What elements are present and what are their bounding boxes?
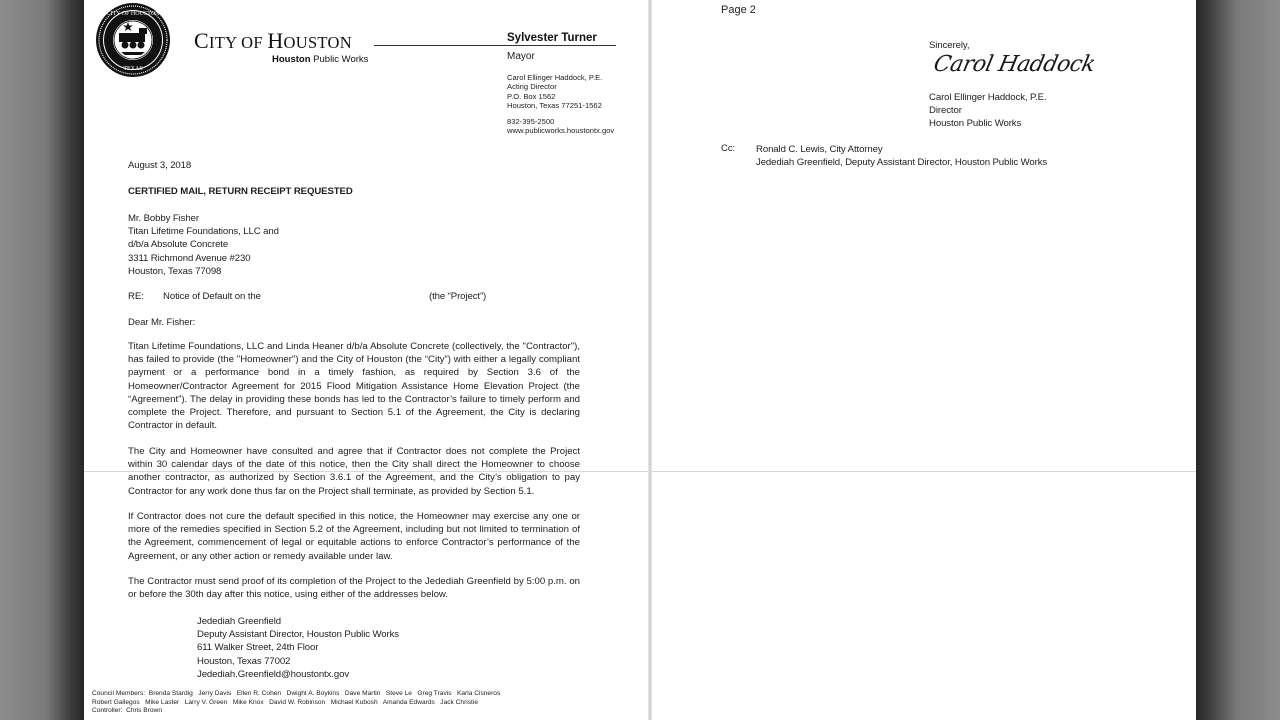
letter-page-1 xyxy=(84,0,648,720)
mayor-name: Sylvester Turner xyxy=(507,32,597,44)
signer-block xyxy=(929,91,1047,131)
city-seal-icon xyxy=(95,2,171,78)
department-bold: Houston xyxy=(272,54,311,65)
city-state-zip: Houston, Texas 77251-1562 xyxy=(507,101,602,111)
recipient-line: 3311 Richmond Avenue #230 xyxy=(128,252,251,264)
salutation: Dear Mr. Fisher: xyxy=(128,317,196,328)
seal-top-text: CITY OF HOUSTON xyxy=(106,11,160,17)
council-members-footer: Council Members: Brenda Stardig Jerry Davis Ellen R. Cohen Dwight A. Boykins Dave Martin Steve Le Greg Travis Karla Cisneros Robert Gallegos Mike Laster Larry V. Green Mike Knox David W. Robinson Michael Kubosh Amanda Edwards Jack Christie Controller: Chris Brown xyxy=(92,690,501,715)
paragraph-default-notice: Titan Lifetime Foundations, LLC and Linda Heaner d/b/a Absolute Concrete (collectively, the "Contractor"), has failed to provide (the "Homeowner") and the City of Houston (the “City”) with either a legally compliant payment or a performance bond in a timely fashion, as required by Section 3.6 of the Homeowner/Contractor Agreement for 2015 Flood Mitigation Assistance Home Elevation Project (the “Agreement”). The delay in providing these bonds has led to the Contractor’s failure to timely perform and complete the Project. Therefore, and pursuant to Section 5.1 of the Agreement, the City is declaring Contractor in default. xyxy=(128,341,580,432)
department-name xyxy=(272,54,368,65)
phone-number: 832-395-2500 xyxy=(507,117,555,126)
recipient-line: Mr. Bobby Fisher xyxy=(128,213,199,224)
contact-address xyxy=(197,615,399,681)
department-rest: Public Works xyxy=(310,54,369,65)
contact-name: Jedediah Greenfield xyxy=(197,616,281,627)
re-label: RE: xyxy=(128,291,144,302)
cc-list xyxy=(756,143,1047,169)
signer-department: Houston Public Works xyxy=(929,118,1022,130)
page-fold-line xyxy=(84,471,648,472)
re-project: (the “Project”) xyxy=(429,291,487,302)
po-box: P.O. Box 1562 xyxy=(507,91,556,101)
title-letter-c: C xyxy=(194,28,209,53)
recipient-line: Houston, Texas 77098 xyxy=(128,265,222,277)
contact-email-link[interactable]: Jedediah.Greenfield@houstontx.gov xyxy=(197,668,350,680)
contact-city: Houston, Texas 77002 xyxy=(197,655,291,667)
city-of-houston-title xyxy=(194,28,352,54)
background-right-shadow xyxy=(1196,0,1280,720)
delivery-method: CERTIFIED MAIL, RETURN RECEIPT REQUESTED xyxy=(128,186,353,197)
letterhead-rule xyxy=(374,45,616,46)
mayor-title: Mayor xyxy=(507,51,535,62)
recipient-line: d/b/a Absolute Concrete xyxy=(128,239,229,251)
contact-street: 611 Walker Street, 24th Floor xyxy=(197,642,319,654)
cc-recipient: Jedediah Greenfield, Deputy Assistant Director, Houston Public Works xyxy=(756,157,1048,169)
letter-date: August 3, 2018 xyxy=(128,160,192,171)
website-link[interactable]: www.publicworks.houstontx.gov xyxy=(507,126,615,136)
re-subject: Notice of Default on the xyxy=(163,291,261,302)
signer-name: Carol Ellinger Haddock, P.E. xyxy=(929,92,1047,103)
contact-block xyxy=(507,117,614,136)
title-part-2: OUSTON xyxy=(283,33,352,52)
contact-title: Deputy Assistant Director, Houston Public Works xyxy=(197,629,400,641)
signer-title: Director xyxy=(929,105,962,117)
page-fold-line xyxy=(652,471,1196,472)
cc-label: Cc: xyxy=(721,143,736,154)
paragraph-cure-period: The City and Homeowner have consulted and agree that if Contractor does not complete the Project within 30 calendar days of the date of this notice, then the City shall direct the Homeowner to choose another contractor, as authorized by Section 3.6.1 of the Agreement, and the City’s obligation to pay Contractor for any work done thus far on the Project shall terminate, as provided by Section 5.1. xyxy=(128,446,580,497)
paragraph-proof-of-completion: The Contractor must send proof of its completion of the Project to the Jedediah Greenfield by 5:00 p.m. on or before the 30th day after this notice, using either of the addresses below. xyxy=(128,576,580,601)
letter-page-2 xyxy=(652,0,1196,720)
seal-bottom-text: TEXAS xyxy=(123,66,143,72)
page-number-label: Page 2 xyxy=(721,4,756,16)
director-block xyxy=(507,73,602,111)
background-left-shadow xyxy=(0,0,84,720)
title-letter-h: H xyxy=(267,28,284,53)
closing: Sincerely, xyxy=(929,40,970,51)
director-title: Acting Director xyxy=(507,82,557,92)
director-name: Carol Ellinger Haddock, P.E. xyxy=(507,73,603,82)
cc-recipient: Ronald C. Lewis, City Attorney xyxy=(756,144,883,155)
recipient-address xyxy=(128,212,279,278)
recipient-line: Titan Lifetime Foundations, LLC and xyxy=(128,226,279,238)
paragraph-remedies: If Contractor does not cure the default specified in this notice, the Homeowner may exercise any one or more of the remedies specified in Section 5.2 of the Agreement, including but not limited to termination of the Agreement, commencement of legal or equitable actions to enforce Contractor’s performance of the Agreement, or any other action or remedy available under law. xyxy=(128,511,580,562)
signature: Carol Haddock xyxy=(931,52,1098,77)
title-part-1: ITY OF xyxy=(208,33,268,52)
